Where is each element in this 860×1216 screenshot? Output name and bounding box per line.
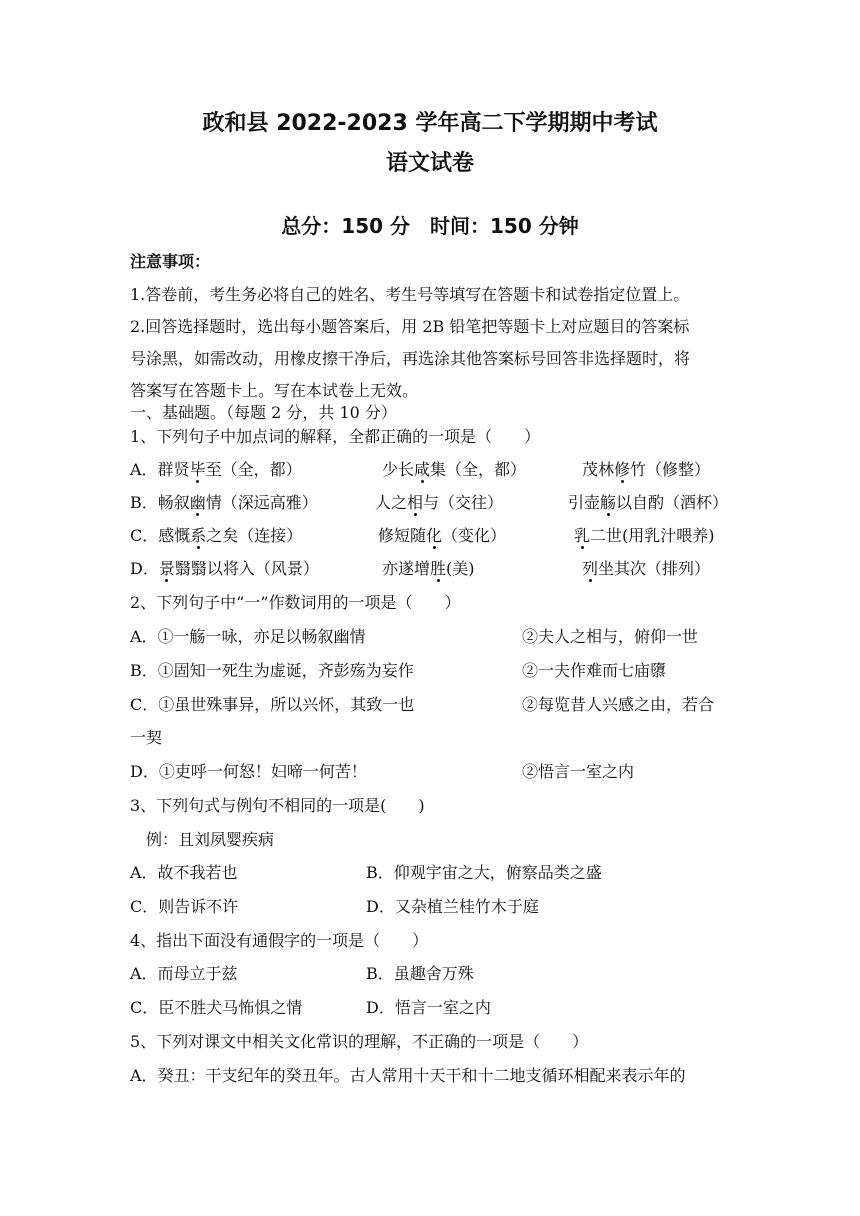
q2-option-c-continued: 一契 [130,728,163,747]
score-time: 总分：150 分 时间：150 分钟 [281,214,579,238]
note-1: 1.答卷前，考生务必将自己的姓名、考生号等填写在答题卡和试卷指定位置上。 [130,285,690,304]
q1-stem: 1、下列句子中加点词的解释，全都正确的一项是（ ） [130,427,541,446]
q5-stem: 5、下列对课文中相关文化常识的理解，不正确的一项是（ ） [130,1032,589,1051]
exam-page: 政和县 2022-2023 学年高二下学期期中考试 语文试卷 总分：150 分 时间：150 分钟 注意事项： 1.答卷前，考生务必将自己的姓名、考生号等填写在答题卡和试卷指定位置上。 2.回答选择题时，选出每小题答案后，用 2B 铅笔把等题卡上对应题目的答案标 号涂黑，如需改动，用橡皮擦干净后，再选涂其他答案标号回答非选择题时，将 答案写在答题卡上。写在本试卷上无效。 一、基础题。（每题 2 分，共 10 分） 1、下列句子中加点词的解释，全都正确的一项是（ ） A．群贤毕至（全，都） 少长咸集（全，都） 茂林修竹（修整） B．畅叙幽情（深远高雅） 人之相与（交往） 引壶觞以自酌（酒杯） C．感慨系之矣（连接） 修短随化（变化） 乳二世(用乳汁喂养) D．景翳翳以将入（风景） 亦遂增胜(美) 列坐其次（排列） 2、下列句子中“一”作数词用的一项是（ ） A．①一觞一咏，亦足以畅叙幽情 ②夫人之相与，俯仰一世 B．①固知一死生为虚诞，齐彭殇为妄作 ②一夫作难而七庙隳 C．①虽世殊事异，所以兴怀，其致一也 ②每览昔人兴感之由，若合 一契 D．①吏呼一何怒！妇啼一何苦！ ②悟言一室之内 3、下列句式与例句不相同的一项是( ) 例：且刘夙婴疾病 A．故不我若也 B．仰观宇宙之大，俯察品类之盛 C．则告诉不许 D．又杂植兰桂竹木于庭 4、指出下面没有通假字的一项是（ ） A．而母立于兹 B．虽趣舍万殊 C．臣不胜犬马怖惧之情 D．悟言一室之内 5、下列对课文中相关文化常识的理解，不正确的一项是（ ） A．癸丑：干支纪年的癸丑年。古人常用十天干和十二地支循环相配来表示年的 [0,0,860,1216]
q3-stem: 3、下列句式与例句不相同的一项是( ) [130,796,425,815]
q2-stem: 2、下列句子中“一”作数词用的一项是（ ） [130,593,461,612]
q4-stem: 4、指出下面没有通假字的一项是（ ） [130,931,429,950]
q3-example: 例：且刘夙婴疾病 [146,830,275,849]
exam-title: 政和县 2022-2023 学年高二下学期期中考试 [202,111,658,136]
note-2-line-2: 号涂黑，如需改动，用橡皮擦干净后，再选涂其他答案标号回答非选择题时，将 [130,349,691,368]
note-2-line-1: 2.回答选择题时，选出每小题答案后，用 2B 铅笔把等题卡上对应题目的答案标 [130,317,690,336]
note-2-line-3: 答案写在答题卡上。写在本试卷上无效。 [130,381,419,400]
section-1-heading: 一、基础题。（每题 2 分，共 10 分） [130,403,397,422]
q5-option-a: A．癸丑：干支纪年的癸丑年。古人常用十天干和十二地支循环相配来表示年的 [130,1066,686,1085]
notes-heading: 注意事项： [130,252,211,271]
exam-subtitle: 语文试卷 [385,151,474,176]
